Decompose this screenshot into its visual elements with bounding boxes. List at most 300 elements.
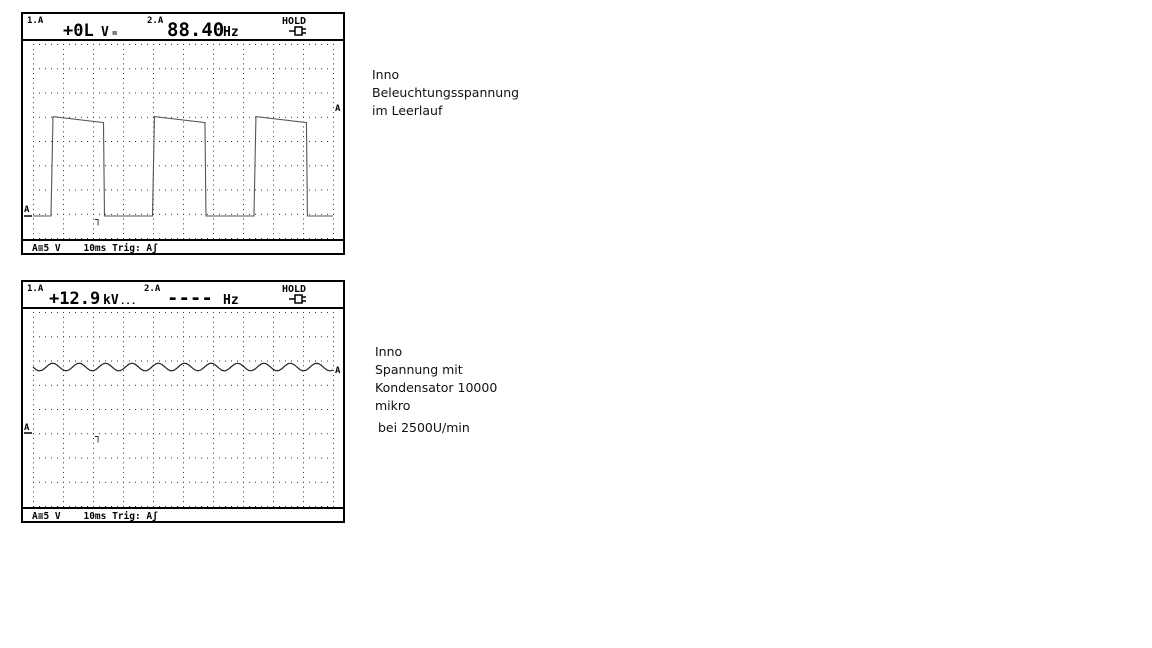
grid-dot [93, 458, 94, 459]
grid-dot [261, 238, 262, 239]
grid-dot [81, 361, 82, 362]
grid-dot [273, 175, 274, 176]
grid-dot [183, 346, 184, 347]
grid-dot [51, 482, 52, 483]
grid-dot [153, 312, 154, 313]
grid-dot [243, 199, 244, 200]
grid-dot [153, 438, 154, 439]
grid-dot [213, 223, 214, 224]
grid-dot [93, 185, 94, 186]
grid-dot [45, 482, 46, 483]
grid-dot [297, 482, 298, 483]
grid-dot [255, 482, 256, 483]
grid-dot [183, 141, 184, 142]
grid-dot [225, 409, 226, 410]
grid-dot [189, 190, 190, 191]
grid-dot [219, 361, 220, 362]
grid-dot [303, 223, 304, 224]
grid-dot [243, 88, 244, 89]
grid-dot [171, 44, 172, 45]
grid-dot [183, 156, 184, 157]
grid-dot [333, 448, 334, 449]
grid-dot [141, 385, 142, 386]
grid-dot [333, 428, 334, 429]
grid-dot [63, 44, 64, 45]
grid-dot [255, 312, 256, 313]
grid-dot [63, 204, 64, 205]
grid-dot [303, 506, 304, 507]
grid-dot [69, 68, 70, 69]
grid-dot [141, 68, 142, 69]
grid-dot [63, 63, 64, 64]
grid-dot [93, 346, 94, 347]
grid-dot [273, 54, 274, 55]
grid-dot [243, 472, 244, 473]
grid-dot [93, 438, 94, 439]
grid-dot [231, 409, 232, 410]
grid-dot [237, 482, 238, 483]
grid-dot [303, 448, 304, 449]
grid-dot [243, 93, 244, 94]
grid-dot [105, 336, 106, 337]
grid-dot [117, 409, 118, 410]
grid-dot [315, 312, 316, 313]
grid-dot [255, 433, 256, 434]
grid-dot [99, 385, 100, 386]
grid-dot [225, 458, 226, 459]
grid-dot [159, 165, 160, 166]
grid-dot [303, 102, 304, 103]
grid-dot [213, 97, 214, 98]
grid-dot [165, 44, 166, 45]
grid-dot [111, 361, 112, 362]
grid-dot [123, 462, 124, 463]
grid-dot [273, 482, 274, 483]
grid-dot [69, 506, 70, 507]
grid-dot [303, 165, 304, 166]
grid-dot [39, 214, 40, 215]
grid-dot [153, 370, 154, 371]
grid-dot [273, 136, 274, 137]
grid-dot [39, 165, 40, 166]
grid-dot [297, 361, 298, 362]
footer-readout: A≡5 V 10ms Trig: Aʃ [32, 243, 158, 253]
grid-dot [183, 390, 184, 391]
grid-dot [93, 491, 94, 492]
grid-dot [333, 156, 334, 157]
grid-dot [333, 131, 334, 132]
grid-dot [213, 233, 214, 234]
grid-dot [39, 482, 40, 483]
grid-dot [225, 165, 226, 166]
grid-dot [195, 165, 196, 166]
grid-dot [93, 317, 94, 318]
grid-dot [33, 356, 34, 357]
grid-dot [153, 73, 154, 74]
grid-dot [243, 433, 244, 434]
grid-dot [333, 322, 334, 323]
grid-dot [183, 228, 184, 229]
grid-dot [81, 238, 82, 239]
grid-dot [33, 385, 34, 386]
grid-dot [213, 404, 214, 405]
grid-dot [105, 409, 106, 410]
grid-dot [327, 68, 328, 69]
grid-dot [333, 63, 334, 64]
grid-dot [273, 477, 274, 478]
grid-dot [87, 482, 88, 483]
grid-dot [123, 346, 124, 347]
grid-dot [135, 361, 136, 362]
grid-dot [159, 190, 160, 191]
grid-dot [237, 506, 238, 507]
grid-dot [75, 506, 76, 507]
grid-dot [171, 165, 172, 166]
grid-dot [129, 433, 130, 434]
grid-dot [285, 44, 286, 45]
grid-dot [213, 317, 214, 318]
grid-dot [291, 506, 292, 507]
grid-dot [63, 126, 64, 127]
grid-dot [141, 93, 142, 94]
grid-dot [123, 59, 124, 60]
grid-dot [99, 44, 100, 45]
signal-trace [33, 363, 333, 371]
grid-dot [33, 404, 34, 405]
grid-dot [321, 433, 322, 434]
grid-dot [243, 385, 244, 386]
grid-dot [213, 472, 214, 473]
grid-dot [93, 331, 94, 332]
grid-dot [267, 409, 268, 410]
grid-dot [129, 190, 130, 191]
grid-dot [183, 122, 184, 123]
grid-dot [153, 107, 154, 108]
grid-dot [63, 365, 64, 366]
grid-dot [87, 433, 88, 434]
grid-dot [93, 49, 94, 50]
grid-dot [201, 238, 202, 239]
grid-dot [267, 93, 268, 94]
trigger-marker: ┐ [95, 432, 102, 443]
grid-dot [63, 141, 64, 142]
grid-dot [279, 93, 280, 94]
grid-dot [303, 59, 304, 60]
grid-dot [123, 54, 124, 55]
grid-dot [297, 433, 298, 434]
grid-dot [33, 180, 34, 181]
grid-dot [267, 336, 268, 337]
grid-dot [93, 433, 94, 434]
grid-dot [243, 394, 244, 395]
grid-dot [171, 117, 172, 118]
grid-dot [177, 385, 178, 386]
grid-dot [123, 496, 124, 497]
grid-dot [153, 238, 154, 239]
grid-dot [243, 443, 244, 444]
grid-dot [279, 190, 280, 191]
ch2-tag: 2.A [144, 284, 161, 294]
grid-dot [303, 331, 304, 332]
grid-dot [285, 214, 286, 215]
grid-dot [231, 506, 232, 507]
grid-dot [189, 165, 190, 166]
grid-dot [63, 194, 64, 195]
grid-dot [285, 336, 286, 337]
grid-dot [123, 185, 124, 186]
grid-dot [243, 438, 244, 439]
grid-dot [303, 365, 304, 366]
grid-dot [243, 194, 244, 195]
grid-dot [219, 44, 220, 45]
grid-dot [153, 228, 154, 229]
grid-dot [273, 433, 274, 434]
grid-dot [315, 238, 316, 239]
grid-dot [171, 433, 172, 434]
grid-dot [123, 472, 124, 473]
grid-dot [159, 214, 160, 215]
grid-dot [81, 336, 82, 337]
grid-dot [135, 385, 136, 386]
grid-dot [63, 390, 64, 391]
grid-dot [279, 385, 280, 386]
grid-dot [207, 458, 208, 459]
grid-dot [333, 385, 334, 386]
grid-dot [243, 346, 244, 347]
grid-dot [123, 83, 124, 84]
grid-dot [105, 458, 106, 459]
grid-dot [333, 356, 334, 357]
grid-dot [51, 141, 52, 142]
grid-dot [303, 356, 304, 357]
grid-dot [303, 433, 304, 434]
grid-dot [273, 346, 274, 347]
grid-dot [123, 141, 124, 142]
grid-dot [225, 190, 226, 191]
grid-dot [267, 506, 268, 507]
grid-dot [147, 117, 148, 118]
grid-dot [69, 433, 70, 434]
grid-dot [171, 506, 172, 507]
grid-dot [303, 219, 304, 220]
grid-dot [177, 409, 178, 410]
grid-dot [249, 141, 250, 142]
grid-dot [237, 165, 238, 166]
grid-dot [243, 491, 244, 492]
grid-dot [129, 506, 130, 507]
grid-dot [135, 214, 136, 215]
grid-dot [105, 165, 106, 166]
grid-dot [243, 390, 244, 391]
grid-dot [279, 141, 280, 142]
grid-dot [39, 93, 40, 94]
grid-dot [243, 317, 244, 318]
grid-dot [57, 214, 58, 215]
grid-dot [123, 336, 124, 337]
grid-dot [33, 68, 34, 69]
grid-dot [231, 214, 232, 215]
grid-dot [303, 44, 304, 45]
grid-dot [213, 448, 214, 449]
grid-dot [213, 156, 214, 157]
grid-dot [213, 331, 214, 332]
grid-dot [33, 428, 34, 429]
grid-dot [237, 312, 238, 313]
grid-dot [153, 477, 154, 478]
hold-label: HOLD [282, 284, 307, 295]
grid-dot [213, 238, 214, 239]
grid-dot [99, 93, 100, 94]
grid-dot [33, 496, 34, 497]
grid-dot [33, 317, 34, 318]
grid-dot [63, 419, 64, 420]
grid-dot [135, 93, 136, 94]
grid-dot [231, 336, 232, 337]
grid-dot [183, 472, 184, 473]
grid-dot [267, 433, 268, 434]
grid-dot [171, 482, 172, 483]
grid-dot [105, 385, 106, 386]
grid-dot [207, 336, 208, 337]
grid-dot [291, 165, 292, 166]
grid-dot [33, 409, 34, 410]
grid-dot [183, 175, 184, 176]
grid-dot [183, 453, 184, 454]
grid-dot [273, 194, 274, 195]
grid-dot [213, 185, 214, 186]
grid-dot [111, 409, 112, 410]
grid-dot [159, 68, 160, 69]
grid-dot [81, 165, 82, 166]
grid-dot [273, 428, 274, 429]
grid-dot [261, 190, 262, 191]
grid-dot [261, 361, 262, 362]
grid-dot [195, 141, 196, 142]
grid-dot [195, 385, 196, 386]
grid-dot [207, 44, 208, 45]
grid-dot [63, 136, 64, 137]
grid-dot [45, 238, 46, 239]
grid-dot [285, 238, 286, 239]
grid-dot [327, 409, 328, 410]
grid-dot [87, 93, 88, 94]
grid-dot [141, 312, 142, 313]
grid-dot [333, 361, 334, 362]
grid-dot [213, 204, 214, 205]
grid-dot [153, 453, 154, 454]
grid-dot [201, 214, 202, 215]
grid-dot [93, 175, 94, 176]
grid-dot [291, 385, 292, 386]
grid-dot [183, 409, 184, 410]
grid-dot [63, 491, 64, 492]
grid-dot [249, 336, 250, 337]
grid-dot [33, 361, 34, 362]
grid-dot [303, 322, 304, 323]
grid-dot [285, 433, 286, 434]
grid-dot [171, 190, 172, 191]
grid-dot [213, 322, 214, 323]
grid-dot [207, 433, 208, 434]
grid-dot [33, 399, 34, 400]
grid-dot [237, 361, 238, 362]
grid-dot [33, 336, 34, 337]
grid-dot [207, 93, 208, 94]
grid-dot [303, 136, 304, 137]
grid-dot [123, 361, 124, 362]
grid-dot [333, 375, 334, 376]
grid-dot [159, 409, 160, 410]
grid-dot [135, 165, 136, 166]
grid-dot [129, 165, 130, 166]
grid-dot [123, 204, 124, 205]
grid-dot [189, 117, 190, 118]
grid-dot [231, 482, 232, 483]
grid-dot [75, 165, 76, 166]
grid-dot [213, 482, 214, 483]
grid-dot [153, 93, 154, 94]
grid-dot [33, 341, 34, 342]
grid-dot [135, 68, 136, 69]
grid-dot [303, 199, 304, 200]
grid-dot [135, 482, 136, 483]
grid-dot [51, 361, 52, 362]
grid-dot [129, 385, 130, 386]
grid-dot [63, 88, 64, 89]
grid-dot [135, 190, 136, 191]
grid-dot [243, 223, 244, 224]
grid-dot [63, 414, 64, 415]
grid-dot [273, 443, 274, 444]
grid-dot [315, 409, 316, 410]
grid-dot [123, 312, 124, 313]
grid-dot [243, 73, 244, 74]
grid-dot [33, 365, 34, 366]
grid-dot [243, 146, 244, 147]
grid-dot [321, 93, 322, 94]
grid-dot [333, 458, 334, 459]
grid-dot [243, 424, 244, 425]
grid-dot [63, 238, 64, 239]
grid-dot [63, 487, 64, 488]
grid-dot [135, 433, 136, 434]
grid-dot [309, 385, 310, 386]
grid-dot [57, 44, 58, 45]
grid-dot [213, 390, 214, 391]
grid-dot [33, 331, 34, 332]
grid-dot [273, 151, 274, 152]
grid-dot [183, 59, 184, 60]
grid-dot [99, 141, 100, 142]
grid-dot [33, 351, 34, 352]
grid-dot [303, 156, 304, 157]
grid-dot [297, 93, 298, 94]
grid-dot [327, 165, 328, 166]
grid-dot [213, 361, 214, 362]
grid-dot [303, 190, 304, 191]
grid-dot [87, 214, 88, 215]
grid-dot [33, 462, 34, 463]
grid-dot [267, 214, 268, 215]
grid-dot [87, 141, 88, 142]
grid-dot [117, 458, 118, 459]
grid-dot [255, 214, 256, 215]
grid-dot [99, 117, 100, 118]
grid-dot [333, 467, 334, 468]
grid-dot [171, 238, 172, 239]
grid-dot [63, 380, 64, 381]
grid-dot [33, 97, 34, 98]
